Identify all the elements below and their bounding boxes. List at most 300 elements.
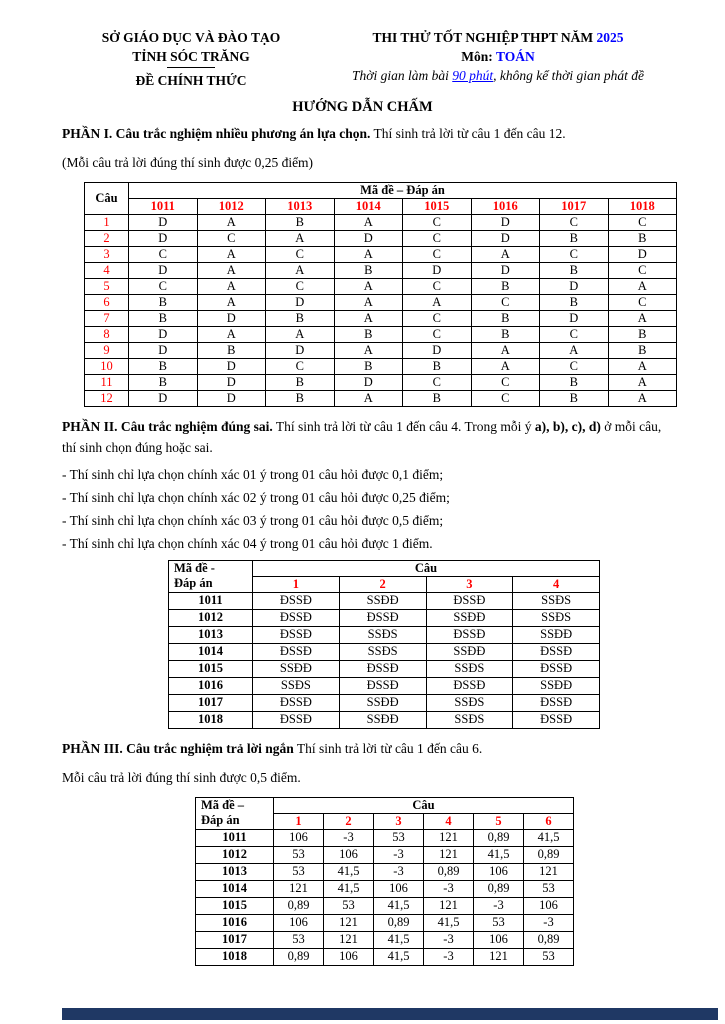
table-row	[196, 897, 574, 914]
corner-line2: Đáp án	[201, 813, 240, 828]
answer-cell: C	[608, 262, 677, 278]
table-row	[169, 592, 600, 609]
answer-cell: A	[334, 278, 403, 294]
exam-code: 1016	[169, 677, 253, 694]
answer-cell: 106	[324, 846, 374, 863]
answer-cell: A	[197, 294, 266, 310]
answer-cell: A	[266, 326, 335, 342]
answer-cell: A	[608, 390, 677, 406]
answer-cell: 106	[374, 880, 424, 897]
answer-cell: C	[403, 326, 472, 342]
answer-cell: -3	[424, 931, 474, 948]
answer-cell: 53	[374, 829, 424, 846]
question-number: 8	[85, 326, 129, 342]
answer-cell: -3	[424, 880, 474, 897]
header-right	[333, 28, 663, 90]
column-header-made-dapan: Mã đề – Đáp án	[129, 182, 677, 198]
answer-cell: A	[197, 214, 266, 230]
exam-code: 1015	[169, 660, 253, 677]
answer-cell: -3	[374, 863, 424, 880]
answer-cell: B	[266, 214, 335, 230]
part3-heading-rest: Thí sinh trả lời từ câu 1 đến câu 6.	[293, 740, 483, 756]
table-row	[169, 711, 600, 728]
exam-code: 1018	[196, 948, 274, 965]
answer-cell: C	[540, 214, 609, 230]
answer-cell: C	[471, 390, 540, 406]
exam-codes-row	[85, 198, 677, 214]
part3-heading	[62, 739, 663, 760]
answer-cell: 0,89	[524, 846, 574, 863]
table-row	[169, 609, 600, 626]
table-row	[169, 660, 600, 677]
answer-cell: B	[471, 278, 540, 294]
exam-year: 2025	[596, 30, 624, 45]
answer-cell: B	[197, 342, 266, 358]
answer-cell: A	[608, 358, 677, 374]
exam-code: 1014	[169, 643, 253, 660]
part2-scoring-rule: - Thí sinh chỉ lựa chọn chính xác 04 ý trong 01 câu hỏi được 1 điểm.	[62, 535, 433, 551]
answer-cell: 121	[324, 914, 374, 931]
question-number-header: 1	[274, 813, 324, 829]
table-header-row	[196, 797, 574, 813]
answer-cell: B	[266, 310, 335, 326]
answer-cell: SSĐĐ	[426, 643, 513, 660]
duration-suffix: , không kể thời gian phát đề	[493, 68, 644, 83]
part2-heading-rest2: ở mỗi câu, thí sinh chọn đúng hoặc sai.	[62, 418, 662, 455]
part2-scoring-rule: - Thí sinh chỉ lựa chọn chính xác 02 ý trong 01 câu hỏi được 0,25 điểm;	[62, 489, 450, 505]
exam-code-header: 1014	[334, 198, 403, 214]
answer-cell: B	[608, 326, 677, 342]
answer-cell: 53	[324, 897, 374, 914]
answer-cell: A	[334, 214, 403, 230]
column-header-cau: Câu	[274, 797, 574, 813]
answer-cell: 121	[274, 880, 324, 897]
exam-code-header: 1011	[129, 198, 198, 214]
exam-type: ĐỀ CHÍNH THỨC	[135, 73, 247, 88]
part2-heading-bold2: a), b), c), d)	[534, 418, 601, 434]
exam-code-header: 1016	[471, 198, 540, 214]
answer-cell: ĐSSĐ	[426, 626, 513, 643]
answer-cell: D	[129, 342, 198, 358]
answer-cell: SSĐĐ	[339, 711, 426, 728]
answer-cell: 41,5	[374, 931, 424, 948]
answer-cell: C	[540, 326, 609, 342]
answer-cell: A	[197, 326, 266, 342]
answer-cell: A	[197, 262, 266, 278]
answer-cell: B	[471, 310, 540, 326]
answer-cell: 106	[324, 948, 374, 965]
header-left	[86, 28, 296, 90]
table-row	[196, 931, 574, 948]
answer-cell: C	[471, 374, 540, 390]
answer-cell: D	[266, 294, 335, 310]
question-number: 11	[85, 374, 129, 390]
answer-cell: SSĐĐ	[253, 660, 340, 677]
answer-cell: C	[403, 374, 472, 390]
answer-cell: 121	[424, 846, 474, 863]
answer-cell: ĐSSĐ	[339, 660, 426, 677]
part3-heading-bold: PHẦN III. Câu trắc nghiệm trả lời ngắn	[62, 740, 294, 756]
answer-cell: A	[334, 246, 403, 262]
question-number: 1	[85, 214, 129, 230]
answer-cell: 41,5	[374, 897, 424, 914]
answer-cell: B	[608, 342, 677, 358]
exam-code: 1012	[196, 846, 274, 863]
answer-cell: ĐSSĐ	[253, 592, 340, 609]
answer-cell: ĐSSĐ	[513, 711, 600, 728]
answer-cell: B	[129, 294, 198, 310]
answer-cell: A	[471, 246, 540, 262]
question-number: 4	[85, 262, 129, 278]
subject-line	[333, 47, 663, 66]
answer-cell: 41,5	[374, 948, 424, 965]
answer-cell: B	[403, 358, 472, 374]
document-header	[62, 28, 663, 90]
answer-cell: D	[403, 262, 472, 278]
answer-cell: SSĐS	[253, 677, 340, 694]
exam-code: 1013	[196, 863, 274, 880]
exam-code: 1017	[196, 931, 274, 948]
answer-cell: C	[129, 246, 198, 262]
question-number-header: 5	[474, 813, 524, 829]
answer-cell: 106	[274, 914, 324, 931]
answer-cell: A	[334, 310, 403, 326]
page-title: HƯỚNG DẪN CHẤM	[292, 99, 433, 115]
answer-cell: A	[471, 342, 540, 358]
answer-cell: A	[403, 294, 472, 310]
answer-cell: ĐSSĐ	[253, 694, 340, 711]
exam-title-prefix: THI THỬ TỐT NGHIỆP THPT NĂM	[372, 30, 597, 45]
answer-cell: B	[129, 374, 198, 390]
answer-cell: C	[266, 278, 335, 294]
answer-cell: B	[540, 262, 609, 278]
department-name: SỞ GIÁO DỤC VÀ ĐÀO TẠO	[101, 30, 281, 45]
part2-heading-rest1: Thí sinh trả lời từ câu 1 đến câu 4. Trong mỗi ý	[272, 418, 535, 434]
table-row	[196, 948, 574, 965]
table-row	[169, 694, 600, 711]
exam-code: 1014	[196, 880, 274, 897]
question-number-header: 2	[324, 813, 374, 829]
answer-cell: 106	[474, 931, 524, 948]
table-row	[85, 262, 677, 278]
answer-cell: D	[129, 326, 198, 342]
answer-cell: A	[197, 278, 266, 294]
exam-code: 1015	[196, 897, 274, 914]
answer-cell: A	[266, 262, 335, 278]
answer-cell: C	[403, 230, 472, 246]
part1-answer-table	[84, 182, 677, 407]
answer-cell: SSĐS	[426, 711, 513, 728]
answer-cell: D	[129, 390, 198, 406]
part1-heading-rest: Thí sinh trả lời từ câu 1 đến câu 12.	[370, 126, 566, 141]
question-number: 7	[85, 310, 129, 326]
answer-cell: ĐSSĐ	[339, 609, 426, 626]
answer-cell: D	[197, 374, 266, 390]
answer-cell: D	[266, 342, 335, 358]
answer-cell: SSĐS	[513, 592, 600, 609]
answer-cell: ĐSSĐ	[253, 711, 340, 728]
answer-cell: D	[471, 214, 540, 230]
answer-cell: B	[334, 262, 403, 278]
question-number: 2	[85, 230, 129, 246]
answer-cell: C	[129, 278, 198, 294]
answer-cell: B	[471, 326, 540, 342]
answer-cell: C	[608, 294, 677, 310]
answer-cell: SSĐĐ	[339, 694, 426, 711]
answer-cell: 0,89	[374, 914, 424, 931]
answer-cell: C	[197, 230, 266, 246]
answer-cell: 0,89	[474, 829, 524, 846]
answer-cell: C	[608, 214, 677, 230]
answer-cell: 53	[524, 880, 574, 897]
subject-label: Môn:	[461, 49, 496, 64]
answer-cell: ĐSSĐ	[426, 677, 513, 694]
answer-cell: -3	[324, 829, 374, 846]
answer-cell: SSĐS	[426, 660, 513, 677]
answer-cell: C	[403, 214, 472, 230]
answer-cell: D	[129, 214, 198, 230]
answer-cell: D	[403, 342, 472, 358]
answer-cell: D	[540, 310, 609, 326]
answer-cell: SSĐS	[339, 626, 426, 643]
answer-cell: 41,5	[424, 914, 474, 931]
exam-code: 1012	[169, 609, 253, 626]
answer-cell: A	[334, 294, 403, 310]
answer-cell: ĐSSĐ	[339, 677, 426, 694]
answer-cell: -3	[524, 914, 574, 931]
part2-scoring-rule: - Thí sinh chỉ lựa chọn chính xác 01 ý trong 01 câu hỏi được 0,1 điểm;	[62, 466, 444, 482]
table-row	[85, 214, 677, 230]
column-header-cau: Câu	[253, 560, 600, 576]
part1-heading	[62, 124, 663, 145]
answer-cell: SSĐĐ	[426, 609, 513, 626]
exam-code-header: 1012	[197, 198, 266, 214]
answer-cell: A	[608, 374, 677, 390]
answer-cell: A	[334, 342, 403, 358]
exam-code-header: 1013	[266, 198, 335, 214]
corner-line2: Đáp án	[174, 576, 213, 591]
answer-cell: SSĐS	[339, 643, 426, 660]
answer-cell: B	[540, 294, 609, 310]
table-row	[85, 230, 677, 246]
answer-cell: A	[334, 390, 403, 406]
answer-cell: -3	[474, 897, 524, 914]
part3-note: Mỗi câu trả lời đúng thí sinh được 0,5 điểm.	[62, 769, 301, 785]
answer-cell: 53	[274, 846, 324, 863]
table-row	[169, 677, 600, 694]
exam-code: 1016	[196, 914, 274, 931]
part1-note: (Mỗi câu trả lời đúng thí sinh được 0,25 điểm)	[62, 154, 314, 170]
answer-cell: D	[197, 358, 266, 374]
question-number-header: 3	[374, 813, 424, 829]
answer-cell: B	[403, 390, 472, 406]
answer-cell: A	[471, 358, 540, 374]
table-row	[196, 829, 574, 846]
duration-value: 90 phút	[452, 68, 494, 83]
answer-cell: ĐSSĐ	[253, 609, 340, 626]
answer-cell: SSĐĐ	[513, 677, 600, 694]
answer-cell: 0,89	[274, 948, 324, 965]
answer-cell: B	[334, 326, 403, 342]
question-number-header: 1	[253, 576, 340, 592]
table-row	[85, 390, 677, 406]
answer-cell: D	[608, 246, 677, 262]
answer-cell: 121	[524, 863, 574, 880]
answer-cell: C	[266, 246, 335, 262]
question-number-header: 3	[426, 576, 513, 592]
answer-cell: SSĐS	[426, 694, 513, 711]
answer-cell: 106	[274, 829, 324, 846]
answer-cell: D	[197, 310, 266, 326]
part1-heading-bold: PHẦN I. Câu trắc nghiệm nhiều phương án lựa chọn.	[62, 126, 371, 141]
table-row	[85, 326, 677, 342]
part2-scoring-rule: - Thí sinh chỉ lựa chọn chính xác 03 ý trong 01 câu hỏi được 0,5 điểm;	[62, 512, 444, 528]
answer-cell: B	[334, 358, 403, 374]
answer-cell: SSĐĐ	[339, 592, 426, 609]
table-row	[85, 246, 677, 262]
question-number: 9	[85, 342, 129, 358]
answer-cell: B	[540, 374, 609, 390]
answer-cell: A	[608, 278, 677, 294]
answer-cell: C	[540, 358, 609, 374]
answer-cell: 0,89	[524, 931, 574, 948]
answer-cell: C	[471, 294, 540, 310]
answer-cell: C	[266, 358, 335, 374]
question-number-header: 6	[524, 813, 574, 829]
corner-line1: Mã đề -	[174, 561, 215, 576]
answer-cell: B	[266, 374, 335, 390]
answer-cell: 121	[424, 897, 474, 914]
corner-header-made-dapan	[196, 797, 274, 829]
answer-cell: 121	[324, 931, 374, 948]
table-row	[196, 863, 574, 880]
table-row	[85, 278, 677, 294]
answer-cell: -3	[424, 948, 474, 965]
answer-cell: SSĐĐ	[513, 626, 600, 643]
question-number: 12	[85, 390, 129, 406]
table-row	[169, 643, 600, 660]
answer-cell: 41,5	[524, 829, 574, 846]
exam-code: 1011	[169, 592, 253, 609]
exam-code-header: 1018	[608, 198, 677, 214]
answer-cell: B	[129, 358, 198, 374]
answer-cell: 0,89	[424, 863, 474, 880]
answer-cell: D	[334, 374, 403, 390]
column-header-cau: Câu	[85, 182, 129, 214]
answer-cell: A	[197, 246, 266, 262]
answer-cell: C	[403, 278, 472, 294]
answer-cell: 121	[424, 829, 474, 846]
exam-title	[333, 28, 663, 47]
answer-cell: A	[608, 310, 677, 326]
exam-code: 1017	[169, 694, 253, 711]
table-row	[196, 846, 574, 863]
answer-cell: ĐSSĐ	[513, 694, 600, 711]
answer-cell: D	[471, 262, 540, 278]
answer-cell: D	[129, 262, 198, 278]
table-header-row	[85, 182, 677, 198]
answer-cell: D	[129, 230, 198, 246]
answer-cell: 106	[474, 863, 524, 880]
table-row	[85, 310, 677, 326]
question-number: 3	[85, 246, 129, 262]
table-row	[85, 342, 677, 358]
answer-cell: 41,5	[474, 846, 524, 863]
answer-cell: 53	[274, 863, 324, 880]
question-number-header: 4	[424, 813, 474, 829]
answer-cell: C	[403, 310, 472, 326]
question-number-header: 4	[513, 576, 600, 592]
duration-prefix: Thời gian làm bài	[352, 68, 453, 83]
exam-code: 1011	[196, 829, 274, 846]
part2-heading	[62, 417, 663, 459]
table-row	[196, 914, 574, 931]
header-divider	[167, 67, 215, 68]
answer-cell: ĐSSĐ	[513, 643, 600, 660]
answer-cell: 53	[474, 914, 524, 931]
answer-cell: SSĐS	[513, 609, 600, 626]
answer-cell: A	[540, 342, 609, 358]
answer-cell: D	[197, 390, 266, 406]
exam-code: 1018	[169, 711, 253, 728]
question-number: 5	[85, 278, 129, 294]
part3-answer-table	[195, 797, 574, 966]
answer-cell: 0,89	[274, 897, 324, 914]
exam-code-header: 1017	[540, 198, 609, 214]
answer-cell: B	[540, 230, 609, 246]
answer-cell: ĐSSĐ	[253, 643, 340, 660]
table-row	[196, 880, 574, 897]
table-row	[85, 358, 677, 374]
answer-cell: 41,5	[324, 880, 374, 897]
question-number-header: 2	[339, 576, 426, 592]
part2-heading-bold: PHẦN II. Câu trắc nghiệm đúng sai.	[62, 418, 273, 434]
answer-cell: C	[403, 246, 472, 262]
question-number: 10	[85, 358, 129, 374]
answer-cell: ĐSSĐ	[253, 626, 340, 643]
exam-code-header: 1015	[403, 198, 472, 214]
table-row	[85, 374, 677, 390]
table-row	[85, 294, 677, 310]
question-number: 6	[85, 294, 129, 310]
answer-cell: D	[334, 230, 403, 246]
answer-cell: D	[540, 278, 609, 294]
duration-line	[333, 66, 663, 85]
answer-cell: 53	[524, 948, 574, 965]
answer-cell: ĐSSĐ	[426, 592, 513, 609]
answer-cell: D	[471, 230, 540, 246]
answer-cell: 0,89	[474, 880, 524, 897]
province-name: TỈNH SÓC TRĂNG	[132, 49, 250, 64]
answer-cell: 121	[474, 948, 524, 965]
exam-code: 1013	[169, 626, 253, 643]
table-row	[169, 626, 600, 643]
answer-cell: A	[266, 230, 335, 246]
corner-header-made-dapan	[169, 560, 253, 592]
answer-cell: C	[540, 246, 609, 262]
answer-cell: -3	[374, 846, 424, 863]
answer-cell: 106	[524, 897, 574, 914]
answer-cell: 41,5	[324, 863, 374, 880]
answer-cell: B	[266, 390, 335, 406]
answer-cell: B	[608, 230, 677, 246]
subject-value: TOÁN	[495, 49, 535, 64]
footer-bar	[62, 1008, 718, 1020]
answer-cell: ĐSSĐ	[513, 660, 600, 677]
answer-cell: 53	[274, 931, 324, 948]
answer-cell: B	[129, 310, 198, 326]
corner-line1: Mã đề –	[201, 798, 245, 813]
